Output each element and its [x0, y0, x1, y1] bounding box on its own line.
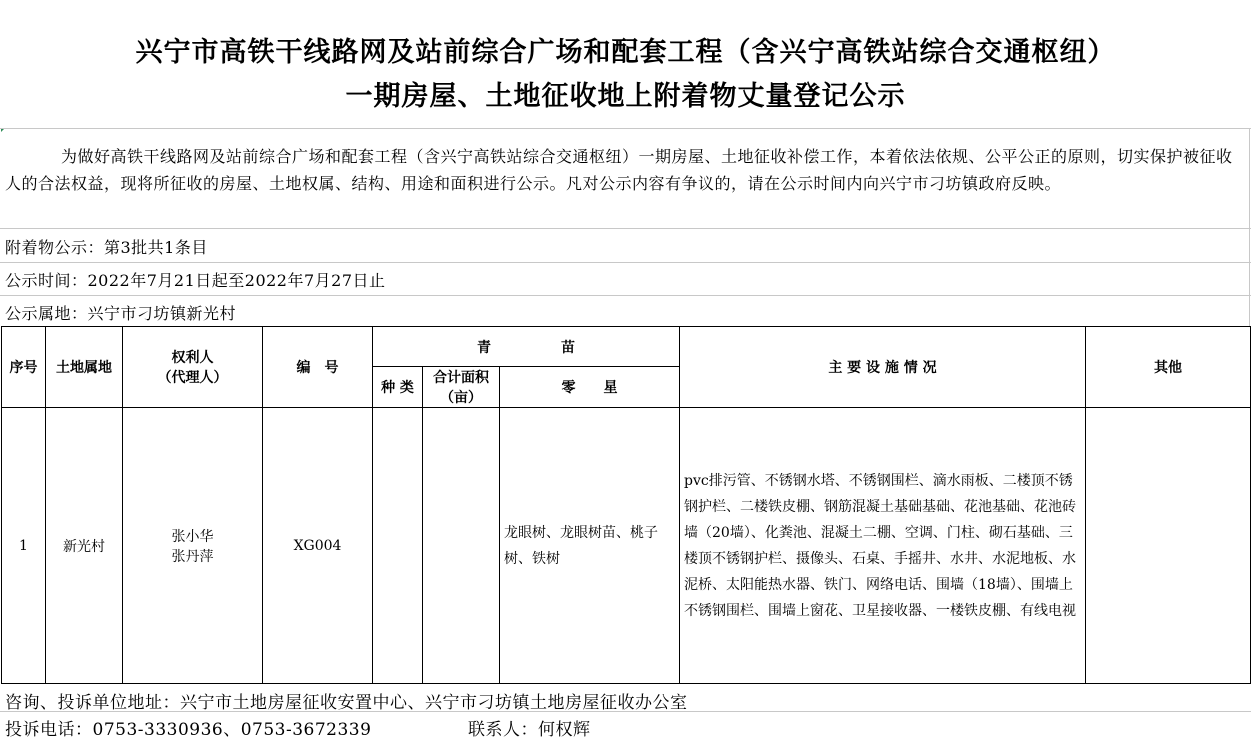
table-header-row [2, 327, 1251, 367]
grid-line [0, 295, 1251, 296]
cell-crop-type [373, 408, 423, 684]
header-crops-group: 青 苗 [373, 327, 680, 367]
batch-info: 附着物公示：第3批共1条目 [5, 238, 208, 257]
period-info: 公示时间：2022年7月21日起至2022年7月27日止 [5, 271, 386, 290]
cell-code: XG004 [263, 408, 373, 684]
grid-line [0, 228, 1251, 229]
footer-phone: 投诉电话：0753-3330936、0753-3672339 [5, 720, 372, 740]
header-other: 其他 [1086, 327, 1251, 408]
page-title-line1: 兴宁市高铁干线路网及站前综合广场和配套工程（含兴宁高铁站综合交通枢纽） [135, 37, 1116, 68]
grid-line [1249, 128, 1250, 326]
cell-land: 新光村 [46, 408, 123, 684]
header-owner: 权利人 （代理人） [123, 327, 263, 408]
cell-seq: 1 [2, 408, 46, 684]
page-title-line2: 一期房屋、土地征收地上附着物丈量登记公示 [345, 81, 906, 112]
registration-table [1, 326, 1251, 684]
grid-line [0, 262, 1251, 263]
header-land: 土地属地 [46, 327, 123, 408]
cell-owner: 张小华 张丹萍 [123, 408, 263, 684]
header-crop-type: 种 类 [373, 367, 423, 408]
cell-facilities: pvc排污管、不锈钢水塔、不锈钢围栏、滴水雨板、二楼顶不锈钢护栏、二楼铁皮棚、钢筋混凝土基础基础、花池基础、花池砖墙（20墙）、化粪池、混凝土二棚、空调、门柱、砌石基础、三楼顶不锈钢护栏、摄像头、石桌、手摇井、水井、水泥地板、水泥桥、太阳能热水器、铁门、网络电话、围墙（18墙）、围墙上不锈钢围栏、围墙上窗花、卫星接收器、一楼铁皮棚、有线电视 [680, 408, 1086, 684]
footer-contact: 联系人：何权辉 [468, 720, 591, 740]
grid-line [0, 128, 1251, 129]
header-facilities: 主 要 设 施 情 况 [680, 327, 1086, 408]
header-code: 编 号 [263, 327, 373, 408]
grid-line [0, 711, 1251, 712]
header-scattered: 零 星 [500, 367, 680, 408]
cell-other [1086, 408, 1251, 684]
footer-address: 咨询、投诉单位地址：兴宁市土地房屋征收安置中心、兴宁市刁坊镇土地房屋征收办公室 [5, 693, 688, 713]
header-area: 合计面积 （亩） [423, 367, 500, 408]
location-info: 公示属地：兴宁市刁坊镇新光村 [5, 304, 237, 323]
cell-scattered: 龙眼树、龙眼树苗、桃子树、铁树 [500, 408, 680, 684]
cell-area [423, 408, 500, 684]
table-row [2, 408, 1251, 684]
header-seq: 序号 [2, 327, 46, 408]
intro-paragraph: 为做好高铁干线路网及站前综合广场和配套工程（含兴宁高铁站综合交通枢纽）一期房屋、土地征收补偿工作，本着依法依规、公平公正的原则，切实保护被征收人的合法权益，现将所征收的房屋、土地权属、结构、用途和面积进行公示。凡对公示内容有争议的，请在公示时间内向兴宁市刁坊镇政府反映。 [5, 147, 1233, 193]
